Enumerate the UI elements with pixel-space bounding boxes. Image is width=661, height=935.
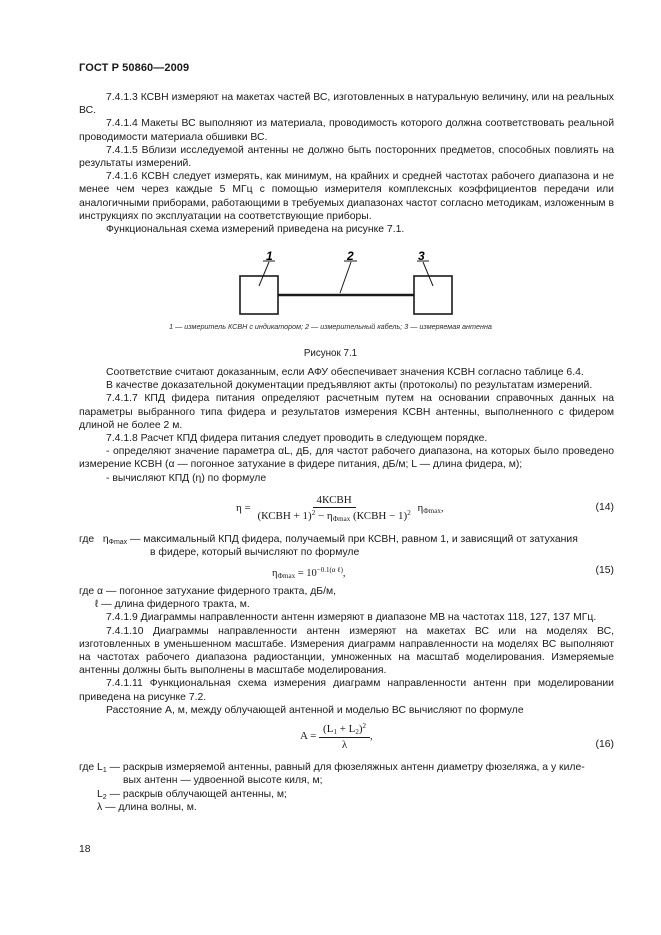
where-l1-cont: вых антенн — удвоенной высоте киля, м; [123, 775, 323, 786]
where-label: где [79, 534, 95, 545]
distance-formula-intro: Расстояние А, м, между облучающей антенной и моделью ВС вычисляют по формуле [106, 704, 524, 716]
standard-header: ГОСТ Р 50860—2009 [79, 62, 190, 74]
text-block-1 [79, 91, 614, 236]
figure-reference: Функциональная схема измерений приведена на рисунке 7.1. [106, 224, 405, 236]
l2-sub: 2 [102, 794, 107, 801]
eq14-lhs: η = [236, 502, 251, 515]
antenna-box [414, 276, 452, 314]
step-calculate: - вычисляют КПД (η) по формуле [106, 472, 267, 484]
swr-meter-box [240, 276, 278, 314]
eq16-denominator: λ [341, 739, 348, 751]
eq15-exponent: −0.1(α ℓ) [316, 566, 343, 574]
eq16-num-a: (L [323, 723, 334, 735]
label-3: 3 [418, 250, 425, 263]
eta-symbol: η [102, 534, 109, 545]
clause-7-4-1-4: 7.4.1.4 Макеты ВС выполняют из материала, проводимость которого должна соответствовать реальной проводимости материала обшивки ВС. [79, 118, 614, 143]
clause-7-4-1-5: 7.4.1.5 Вблизи исследуемой антенны не должно быть посторонних предметов, способных повлиять на результаты измерений. [79, 144, 614, 170]
l2-symbol: L [97, 789, 103, 800]
clause-7-4-1-7: 7.4.1.7 КПД фидера питания определяют расчетным путем на основании справочных данных на параметры выбранного типа фидера и результатов измерения КСВН антенны, выполненного с фидером длиной не более 2 м. [79, 393, 614, 431]
where-length: ℓ — длина фидерного тракта, м. [95, 599, 250, 611]
eta-max-definition: — максимальный КПД фидера, получаемый при КСВН, равном 1, и зависящий от затухания [127, 534, 578, 545]
where-alpha: где α — погонное затухание фидерного тракта, дБ/м, [79, 586, 337, 597]
leader-1 [259, 262, 269, 286]
eq14-den-sq1: 2 [311, 509, 316, 517]
page-number: 18 [79, 844, 91, 855]
clause-7-4-1-6: 7.4.1.6 КСВН следует измерять, как минимум, на крайних и средней частотах рабочего диапазона и не менее чем через каждые 5 МГц с помощью измерителя комплексных коэффициентов передачи или аналогичными приборами, работающими в требуемых диапазонах частот согласно методикам, изложенным в инструкциях по эксплуатации на соответствующие приборы. [79, 171, 614, 222]
eq14-tail-sub: Фmax [423, 507, 441, 516]
equation-number-14: (14) [595, 502, 614, 513]
clause-7-4-1-9: 7.4.1.9 Диаграммы направленности антенн измеряют в диапазоне МВ на частотах 118, 127, 137 МГц. [106, 612, 597, 624]
eq14-denominator [253, 508, 414, 523]
text-block-2 [79, 366, 614, 485]
where-l1-definition: — раскрыв измеряемой антенны, равный для фюзеляжных антенн диаметру фюзеляжа, а у киле- [106, 762, 585, 773]
formula-14 [236, 494, 444, 523]
eq14-den-a: (КСВН + 1) [257, 510, 312, 522]
formula-16 [300, 722, 373, 751]
clause-7-4-1-3: 7.4.1.3 КСВН измеряют на макетах частей ВС, изготовленных в натуральную величину, или на реальных ВС. [79, 92, 614, 117]
figure-7-1 [0, 250, 661, 360]
eq15-lhs: η [272, 568, 278, 579]
text-block-3 [79, 585, 614, 717]
eq14-den-sub: Фmax [332, 515, 351, 523]
clause-7-4-1-8: 7.4.1.8 Расчет КПД фидера питания следует проводить в следующем порядке. [106, 433, 488, 445]
equation-number-16: (16) [595, 739, 614, 750]
figure-caption: Рисунок 7.1 [303, 348, 358, 359]
where-eta-max-cont: в фидере, который вычисляют по формуле [150, 547, 360, 558]
eq16-num-mid: + L [336, 723, 356, 735]
step-determine: - определяют значение параметра αL, дБ, для частот рабочего диапазона, на которых было проведено измерение КСВН (α — погонное затухание в фидере питания, дБ/м; L — длина фидера, м); [79, 446, 614, 471]
equation-number-15: (15) [595, 565, 614, 576]
formula-15 [272, 566, 346, 580]
l2-definition: — раскрыв облучающей антенны, м; [106, 789, 287, 800]
leader-2 [340, 262, 351, 293]
where-l1-label: где L [79, 762, 103, 773]
measurement-scheme-diagram [0, 250, 661, 320]
figure-legend: 1 — измеритель КСВН с индикатором; 2 — измерительный кабель; 3 — измеряемая антенна [169, 322, 492, 331]
eq14-tail: η [417, 502, 424, 515]
eq16-lhs: A = [300, 730, 317, 743]
leader-3 [423, 262, 433, 286]
evidence-text: В качестве доказательной документации предъявляют акты (протоколы) по результатам измерений. [106, 380, 593, 392]
eq14-fraction [253, 494, 414, 523]
eta-sub: Фmax [108, 539, 128, 546]
eq15-lhs-sub: Фmax [277, 572, 296, 580]
clause-7-4-1-11: 7.4.1.11 Функциональная схема измерения диаграмм направленности антенн при моделировании приведена на рисунке 7.2. [79, 678, 614, 703]
where-lambda: λ — длина волны, м. [97, 802, 197, 813]
clause-7-4-1-10: 7.4.1.10 Диаграммы направленности антенн измеряют на макетах ВС или на моделях ВС, изготовленных в уменьшенном масштабе. Измерения диаграмм направленности на моделях ВС выполняют на частотах рабочего диапазона радиостанции, умноженных на масштаб моделирования. Измеряемые антенны должны быть выполнены в масштабе моделирования. [79, 625, 614, 677]
eq16-num-sub2: 2 [355, 728, 359, 736]
label-2: 2 [347, 250, 354, 263]
eq15-rhs: = 10 [295, 568, 317, 579]
eq16-num-sq: 2 [362, 722, 367, 730]
eq16-num-sub1: 1 [333, 728, 337, 736]
compliance-text: Соответствие считают доказанным, если АФУ обеспечивает значения КСВН согласно таблице 6.4. [106, 367, 584, 378]
eq15-comma: , [342, 568, 346, 579]
eq14-numerator: 4КСВН [313, 494, 356, 508]
eq16-num-end: ) [358, 723, 363, 735]
eq16-fraction [319, 722, 370, 751]
eq14-den-b: − η [315, 510, 333, 522]
where-l1-sub: 1 [102, 767, 107, 774]
eq14-den-c: (КСВН − 1) [350, 510, 408, 522]
eq14-den-sq2: 2 [407, 509, 411, 517]
eq14-comma: , [440, 502, 444, 515]
label-1: 1 [266, 250, 273, 263]
eq16-comma: , [370, 730, 373, 743]
eq16-numerator [319, 722, 370, 738]
